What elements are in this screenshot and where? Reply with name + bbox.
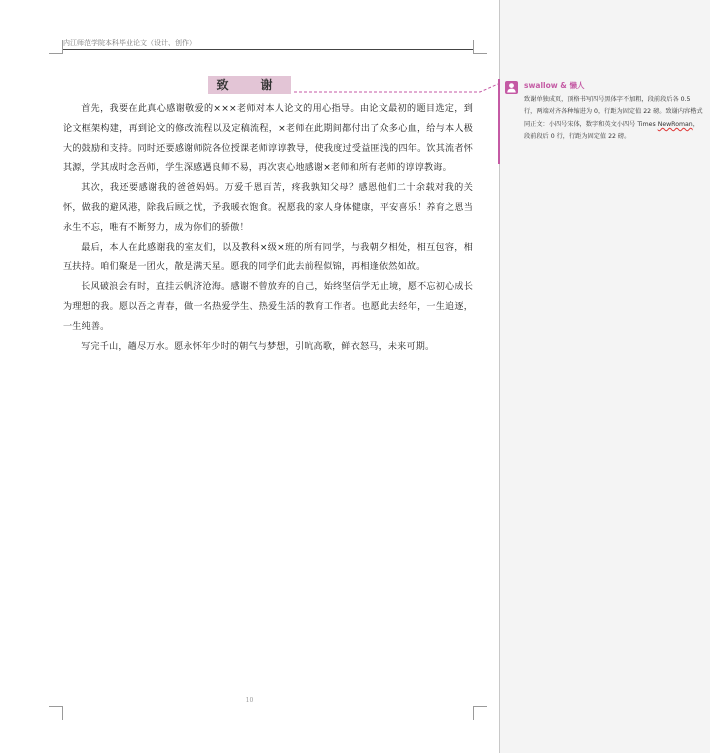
paragraph[interactable]: 写完千山，趟尽万水。愿永怀年少时的朝气与梦想，引吭高歌，鲜衣怒马，未来可期。: [81, 341, 435, 352]
comment-accent-bar: [498, 79, 500, 164]
crop-mark-top-right: [473, 40, 487, 54]
comment-text-misspelled: NewRoman: [657, 120, 693, 128]
paragraph[interactable]: 最后，本人在此感谢我的室友们，以及教科×级×班的所有同学，与我朝夕相处，相互包容，相互扶持。咱们聚是一团火，散是满天星。愿我的同学们此去前程似锦，再相逢依然如故。: [63, 242, 473, 273]
header-rule: [63, 49, 473, 50]
paragraph[interactable]: 长风破浪会有时，直挂云帆济沧海。感谢不曾放弃的自己，始终坚信学无止境，愿不忘初心成长为理想的我。愿以吾之青春，做一名热爱学生、热爱生活的教育工作者。也愿此去经年，一生追逐，一生纯善。: [63, 282, 473, 332]
crop-mark-top-left: [49, 40, 63, 54]
crop-mark-bottom-right: [473, 706, 487, 720]
user-avatar-icon: [505, 81, 518, 94]
paragraph[interactable]: 其次，我还要感谢我的爸爸妈妈。万爱千恩百苦，疼我孰知父母？感恩他们二十余载对我的关怀，做我的避风港，除我后顾之忧，予我暖衣饱食。祝愿我的家人身体健康，平安喜乐！养育之恩当永生不忘，唯有不断努力，成为你们的骄傲！: [63, 183, 473, 233]
comment-balloon[interactable]: [498, 79, 710, 164]
page-header[interactable]: 内江师范学院本科毕业论文（设计、创作）: [63, 39, 196, 47]
title-line: [0, 74, 499, 92]
document-body[interactable]: [63, 100, 473, 357]
page-number: 10: [245, 697, 254, 704]
comment-text-part: ，段前段后 0 行，行距为固定值 22 磅。: [524, 120, 699, 141]
document-title[interactable]: 致 谢: [208, 76, 290, 94]
paragraph[interactable]: 首先，我要在此真心感谢敬爱的×××老师对本人论文的用心指导。由论文最初的题目选定，到论文框架构建，再到论文的修改流程以及定稿流程，×老师在此期间都付出了众多心血，给与本人极大的鼓励和支持。同时还要感谢师院各位授课老师谆谆教导，使我度过受益匪浅的四年。饮其流者怀其源，学其成时念吾师，学生深感遇良师不易，再次衷心地感谢×老师和所有老师的谆谆教诲。: [63, 104, 473, 174]
comment-text-part: 致谢单独成页，顶格书写四号黑体字不加粗，段前段后各 0.5 行，两端对齐各种缩进为 0，行距为固定值 22 磅。致谢内容楷式同正文：小四号宋体，数字和英文小四号 Times: [524, 96, 703, 128]
user-avatar-glyph: [505, 81, 518, 94]
crop-mark-bottom-left: [49, 706, 63, 720]
comment-author: swallow & 懒人: [524, 81, 585, 90]
comment-text[interactable]: [524, 94, 704, 144]
